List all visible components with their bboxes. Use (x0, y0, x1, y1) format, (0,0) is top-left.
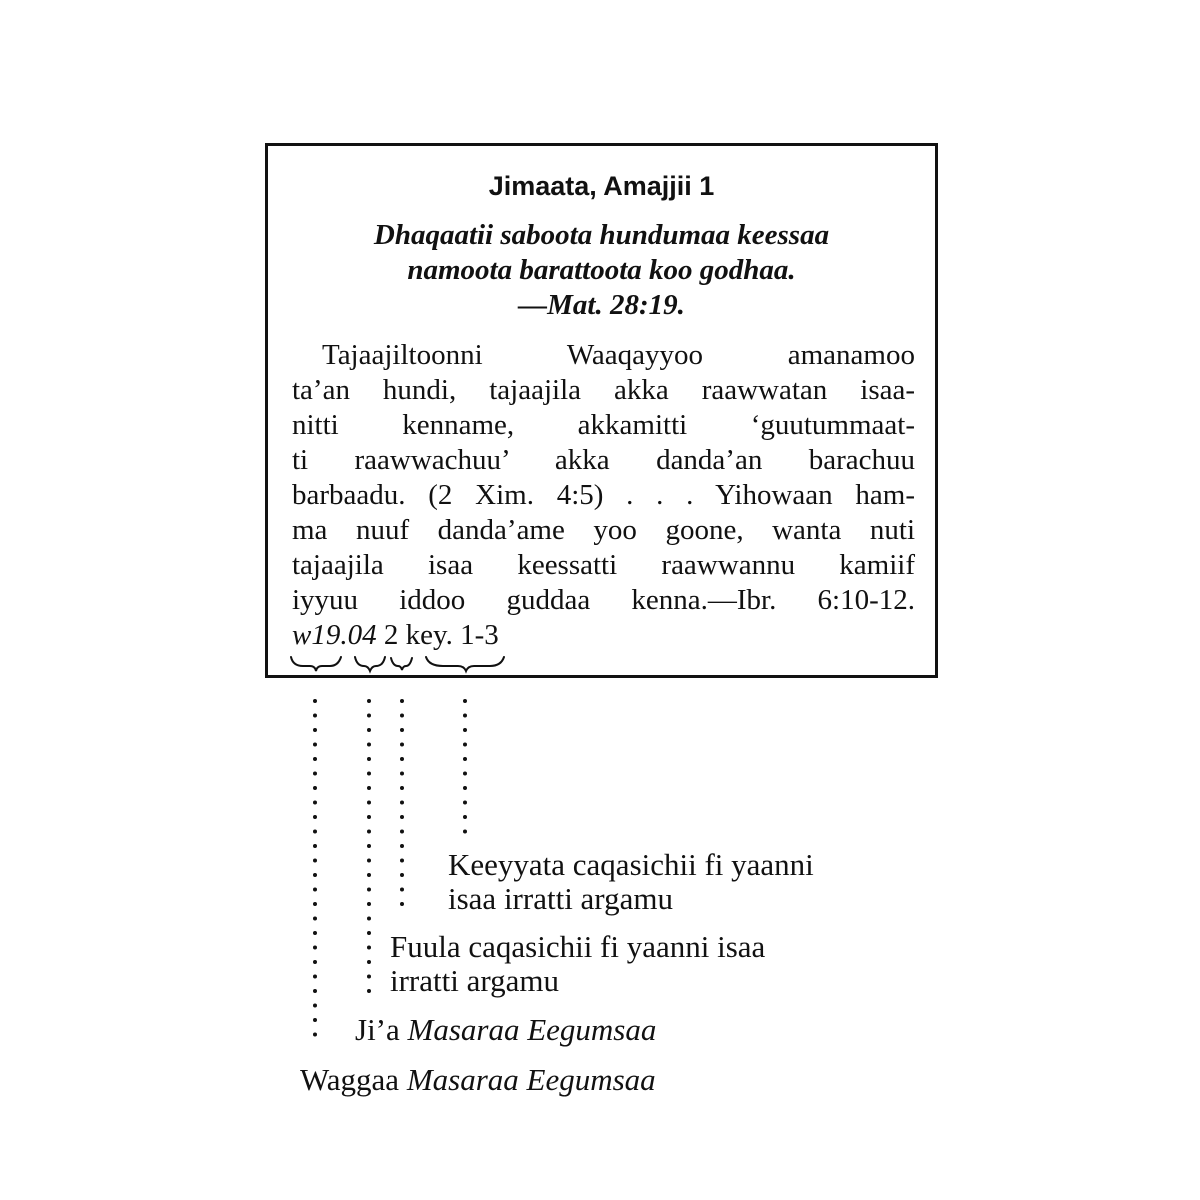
commentary-line: nitti kenname, akkamitti ‘guutummaat- (292, 409, 915, 441)
ref-issue: .04 (340, 619, 377, 651)
verse-line: Dhaqaatii saboota hundumaa keessaa (373, 219, 830, 251)
ref-paragraphs: key. 1-3 (405, 619, 499, 651)
brace-paragraphs (426, 657, 504, 671)
commentary-line: ta’an hundi, tajaajila akka raawwatan isaa- (292, 374, 915, 406)
brace-publication (291, 657, 341, 671)
commentary-line: barbaadu. (2 Xim. 4:5) . . . Yihowaan ham- (292, 479, 915, 511)
commentary-line: ma nuuf danda’ame yoo goone, wanta nuti (292, 514, 915, 546)
date-heading: Jimaata, Amajjii 1 (488, 171, 715, 201)
commentary-line: tajaajila isaa keessatti raawwannu kamiif (292, 549, 915, 581)
label-publication-title: Masaraa Eegumsaa (406, 1062, 656, 1097)
commentary-line: Tajaajiltoonni Waaqayyoo amanamoo (322, 339, 915, 371)
commentary-line: ti raawwachuu’ akka danda’an barachuu (292, 444, 915, 476)
verse-line: namoota barattoota koo godhaa. (407, 254, 796, 286)
label-page-line: Fuula caqasichii fi yaanni isaa (390, 929, 766, 964)
label-publication-prefix: Waggaa (300, 1062, 400, 1097)
brace-issue (355, 657, 385, 671)
brace-page (391, 658, 412, 670)
label-publication (300, 1063, 656, 1097)
label-issue-title: Masaraa Eegumsaa (407, 1012, 657, 1047)
label-issue (355, 1013, 656, 1047)
label-page-line: irratti argamu (390, 963, 560, 998)
label-paragraphs-line: Keeyyata caqasichii fi yaanni (448, 847, 814, 882)
label-paragraphs-line: isaa irratti argamu (448, 881, 673, 916)
label-paragraphs (448, 848, 814, 916)
ref-publication: w19 (292, 619, 341, 651)
label-page (390, 930, 765, 998)
verse-citation: —Mat. 28:19. (518, 289, 685, 321)
ref-page: 2 (383, 619, 399, 651)
label-issue-prefix: Ji’a (355, 1012, 400, 1047)
commentary-line: iyyuu iddoo guddaa kenna.—Ibr. 6:10-12. (292, 584, 915, 616)
